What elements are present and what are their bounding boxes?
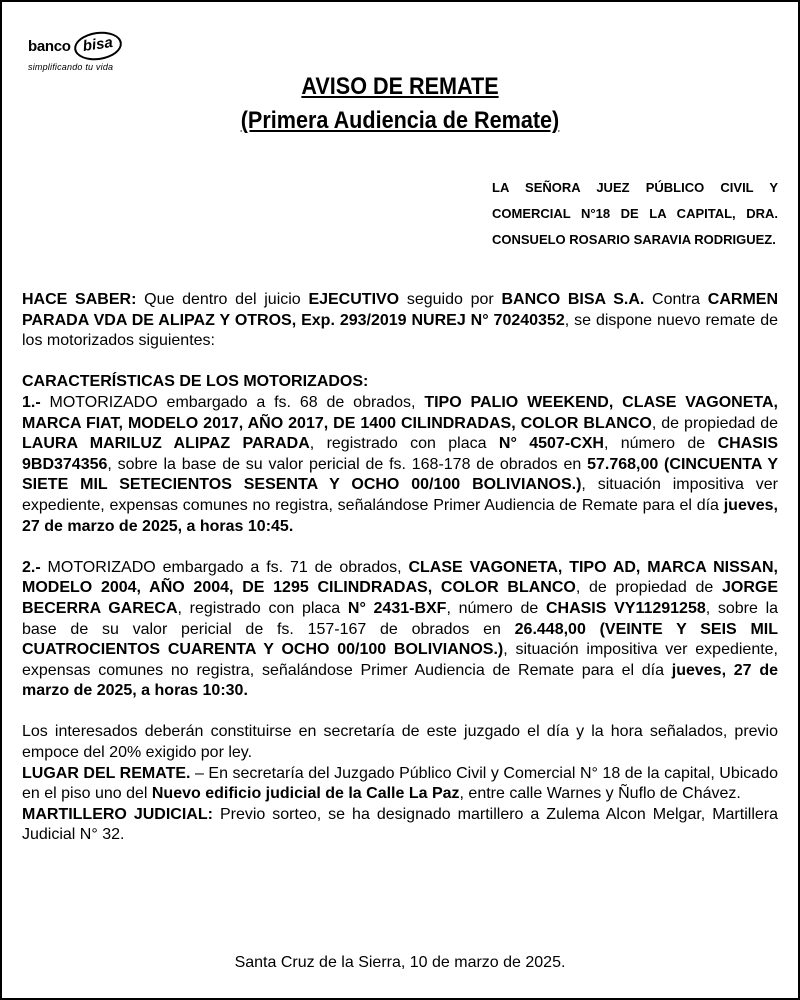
interesados-paragraph: Los interesados deberán constituirse en secretaría de este juzgado el día y la hora señalados, previo empoce del 20% exigido por ley. [22, 723, 778, 762]
logo-banco-text: banco [28, 37, 71, 55]
hace-saber-label: HACE SABER: [22, 291, 137, 308]
caracteristicas-heading: CARACTERÍSTICAS DE LOS MOTORIZADOS: [22, 373, 369, 391]
martillero-paragraph: MARTILLERO JUDICIAL: Previo sorteo, se ha designado martillero a Zulema Alcon Melgar, Martillera Judicial N° 32. [22, 805, 778, 844]
hace-saber-paragraph: HACE SABER: Que dentro del juicio EJECUTIVO seguido por BANCO BISA S.A. Contra CARMEN PARADA VDA DE ALIPAZ Y OTROS, Exp. 293/2019 NUREJ N° 70240352, se dispone nuevo remate de los motorizados siguientes: [22, 291, 779, 350]
vehicle-item-2: 2.- MOTORIZADO embargado a fs. 71 de obrados, CLASE VAGONETA, TIPO AD, MARCA NISSAN, MODELO 2004, AÑO 2004, DE 1295 CILINDRADAS, COLOR BLANCO, de propiedad de JORGE BECERRA GARECA, registrado con placa N° 2431-BXF, número de CHASIS VY11291258, sobre la base de su valor pericial de fs. 157-167 de obrados en 26.448,00 (VEINTE Y SEIS MIL CUATROCIENTOS CUARENTA Y OCHO 00/100 BOLIVIANOS.), situación impositiva ver expediente, expensas comunes no registra, señalándose Primer Audiencia de Remate para el día jueves, 27 de marzo de 2025, a horas 10:30. [22, 558, 779, 700]
logo-bisa-emblem: bisa [72, 29, 123, 63]
banco-bisa-logo [28, 32, 148, 72]
logo-tagline: simplificando tu vida [28, 62, 114, 72]
judge-addressee: LA SEÑORA JUEZ PÚBLICO CIVIL Y COMERCIAL N°18 DE LA CAPITAL, DRA. CONSUELO ROSARIO SARAVIA RODRIGUEZ. [492, 180, 778, 247]
place-date: Santa Cruz de la Sierra, 10 de marzo de 2025. [234, 954, 566, 971]
notice-body [22, 290, 778, 846]
notice-title: AVISO DE REMATE [301, 73, 499, 100]
lugar-paragraph: LUGAR DEL REMATE. – En secretaría del Juzgado Público Civil y Comercial N° 18 de la capital, Ubicado en el piso uno del Nuevo edificio judicial de la Calle La Paz, entre calle Warnes y Ñuflo de Chávez. [22, 764, 778, 803]
notice-subtitle: (Primera Audiencia de Remate) [240, 107, 560, 134]
lugar-label: LUGAR DEL REMATE. [22, 764, 191, 782]
vehicle-item-1: 1.- MOTORIZADO embargado a fs. 68 de obrados, TIPO PALIO WEEKEND, CLASE VAGONETA, MARCA FIAT, MODELO 2017, AÑO 2017, DE 1400 CILINDRADAS, COLOR BLANCO, de propiedad de LAURA MARILUZ ALIPAZ PARADA, registrado con placa N° 4507-CXH, número de CHASIS 9BD374356, sobre la base de su valor pericial de fs. 168-178 de obrados en 57.768,00 (CINCUENTA Y SIETE MIL SETECIENTOS SESENTA Y OCHO 00/100 BOLIVIANOS.), situación impositiva ver expediente, expensas comunes no registra, señalándose Primer Audiencia de Remate para el día jueves, 27 de marzo de 2025, a horas 10:45. [22, 393, 779, 535]
martillero-label: MARTILLERO JUDICIAL: [22, 805, 213, 823]
